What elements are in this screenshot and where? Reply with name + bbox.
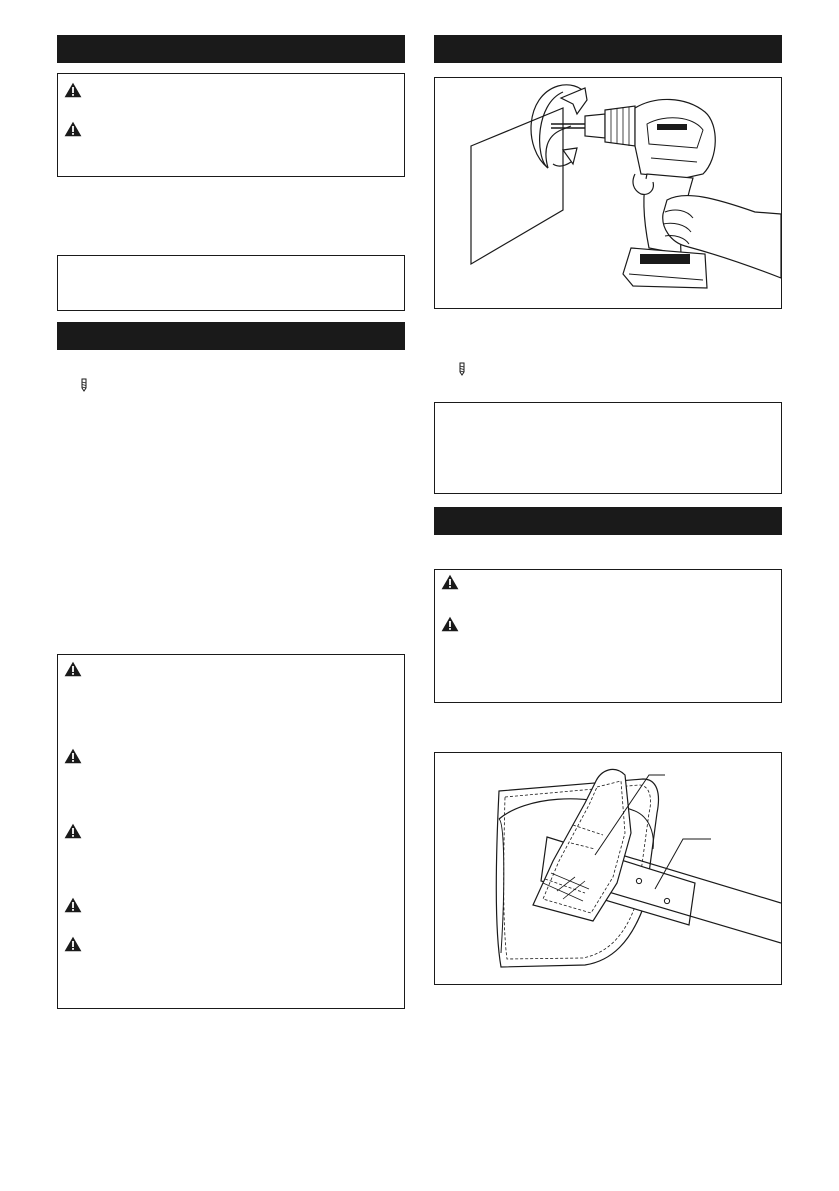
warning-triangle-icon	[64, 936, 82, 952]
warning-triangle-icon	[64, 748, 82, 764]
holster-illustration	[434, 752, 782, 985]
cordless-drill-icon	[435, 78, 781, 308]
warning-triangle-icon	[64, 121, 82, 137]
section-header-1	[57, 35, 405, 63]
warning-triangle-icon	[64, 897, 82, 913]
drill-bit-icon	[80, 378, 88, 392]
drill-illustration	[434, 77, 782, 309]
note-box-2	[434, 402, 782, 494]
note-box-1	[57, 255, 405, 311]
section-header-3	[434, 35, 782, 63]
drill-bit-icon	[458, 362, 466, 376]
warning-box-2	[57, 654, 405, 1009]
section-header-2	[57, 322, 405, 350]
warning-box-1	[57, 73, 405, 177]
section-header-4	[434, 507, 782, 535]
warning-triangle-icon	[64, 823, 82, 839]
warning-triangle-icon	[441, 616, 459, 632]
warning-box-3	[434, 569, 782, 703]
warning-triangle-icon	[64, 661, 82, 677]
warning-triangle-icon	[441, 574, 459, 590]
holster-icon	[435, 753, 781, 984]
warning-triangle-icon	[64, 82, 82, 98]
